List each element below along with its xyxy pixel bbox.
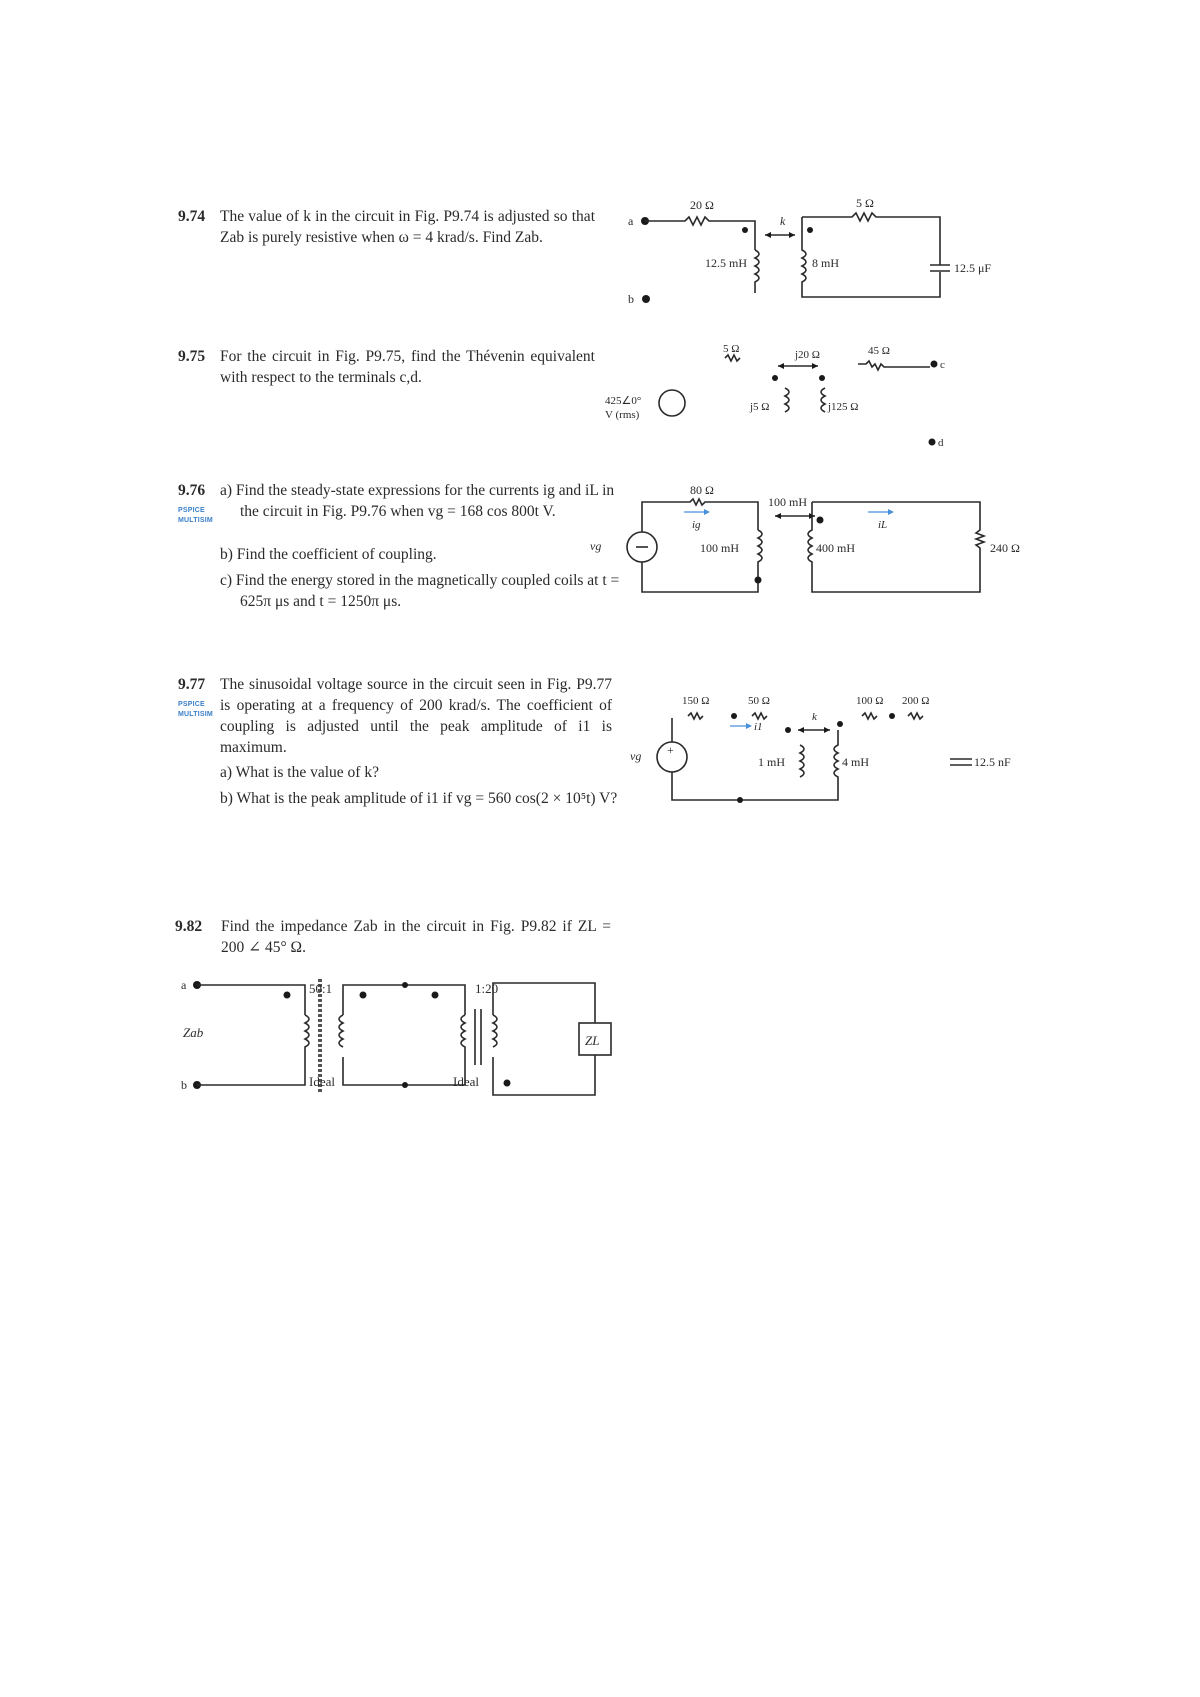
figure-p9-74 — [620, 195, 1000, 310]
terminal-a-label: a — [628, 214, 634, 228]
figure-p9-82 — [175, 965, 645, 1105]
part-a: a) Find the steady-state expressions for the currents ig and iL in the circuit in Fig. P9.76 when vg = 168 cos 800t V. — [220, 482, 615, 520]
source-vg-label: vg — [630, 749, 642, 763]
resistor-5-label: 5 Ω — [856, 196, 874, 210]
ratio-1-20-label: 1:20 — [475, 981, 499, 996]
problem-number: 9.76 — [178, 482, 206, 499]
zab-label: Zab — [183, 1025, 204, 1040]
current-ig-label: ig — [692, 519, 701, 531]
problem-number: 9.75 — [178, 348, 206, 365]
ideal-2-label: Ideal — [453, 1074, 479, 1089]
inductor-100mh-label: 100 mH — [700, 541, 739, 555]
source-vg-label: vg — [590, 539, 602, 553]
zl-label: ZL — [585, 1033, 600, 1048]
figure-p9-76 — [590, 480, 1030, 610]
coupling-k-label: k — [812, 711, 817, 723]
source-unit-label: V (rms) — [605, 409, 640, 421]
terminal-c-label: c — [940, 359, 945, 371]
part-a: a) What is the value of k? — [220, 764, 379, 781]
inductor-1mh-label: 1 mH — [758, 755, 785, 769]
mutual-100mh-label: 100 mH — [768, 495, 807, 509]
part-b: b) Find the coefficient of coupling. — [220, 546, 437, 563]
resistor-50-label: 50 Ω — [748, 695, 770, 707]
ideal-1-label: Ideal — [309, 1074, 335, 1089]
part-b: b) What is the peak amplitude of i1 if vg = 560 cos(2 × 10⁵t) V? — [220, 790, 618, 807]
resistor-240-label: 240 Ω — [990, 541, 1020, 555]
inductor-8mh-label: 8 mH — [812, 256, 839, 270]
capacitor-label: 12.5 nF — [974, 755, 1011, 769]
current-i1-label: i1 — [754, 721, 763, 733]
source-value-label: 425∠0° — [605, 395, 642, 407]
terminal-a-label: a — [181, 978, 187, 992]
coupling-k-label: k — [780, 214, 786, 228]
capacitor-label: 12.5 μF — [954, 261, 992, 275]
current-il-label: iL — [878, 519, 888, 531]
figure-p9-75 — [600, 340, 980, 460]
pspice-badge: PSPICE — [178, 507, 205, 514]
resistor-100-label: 100 Ω — [856, 695, 884, 707]
resistor-80-label: 80 Ω — [690, 483, 714, 497]
terminal-b-label: b — [628, 292, 634, 306]
inductor-400mh-label: 400 mH — [816, 541, 855, 555]
problem-number: 9.74 — [178, 208, 206, 225]
inductor-12-5mh-label: 12.5 mH — [705, 256, 747, 270]
multisim-badge: MULTISIM — [178, 517, 213, 524]
problem-number: 9.82 — [175, 918, 203, 935]
resistor-150-label: 150 Ω — [682, 695, 710, 707]
problem-number: 9.77 — [178, 676, 206, 693]
problem-text: For the circuit in Fig. P9.75, find the Thévenin equivalent with respect to the terminals c,d. — [220, 348, 595, 386]
resistor-45-label: 45 Ω — [868, 345, 890, 357]
terminal-d-label: d — [938, 437, 944, 449]
reactance-j5-label: j5 Ω — [750, 401, 770, 413]
terminal-b-label: b — [181, 1078, 187, 1092]
pspice-badge: PSPICE — [178, 701, 205, 708]
reactance-j125-label: j125 Ω — [828, 401, 859, 413]
resistor-200-label: 200 Ω — [902, 695, 930, 707]
problem-text: Find the impedance Zab in the circuit in Fig. P9.82 if ZL = 200 ∠ 45° Ω. — [221, 918, 611, 956]
resistor-20-label: 20 Ω — [690, 198, 714, 212]
figure-p9-77 — [630, 690, 1050, 820]
part-c: c) Find the energy stored in the magnetically coupled coils at t = 625π μs and t = 1250π μs. — [220, 572, 620, 610]
source-plus-label: + — [667, 743, 674, 757]
inductor-4mh-label: 4 mH — [842, 755, 869, 769]
resistor-5-label: 5 Ω — [723, 343, 740, 355]
multisim-badge: MULTISIM — [178, 711, 213, 718]
problem-text: The sinusoidal voltage source in the circuit seen in Fig. P9.77 is operating at a frequency of 200 krad/s. The coefficient of coupling is adjusted until the peak amplitude of i1 is maximum. — [220, 676, 612, 756]
ratio-50-1-label: 50:1 — [309, 981, 333, 996]
problem-text: The value of k in the circuit in Fig. P9.74 is adjusted so that Zab is purely resistive when ω = 4 krad/s. Find Zab. — [220, 208, 595, 246]
reactance-j20-label: j20 Ω — [795, 349, 820, 361]
